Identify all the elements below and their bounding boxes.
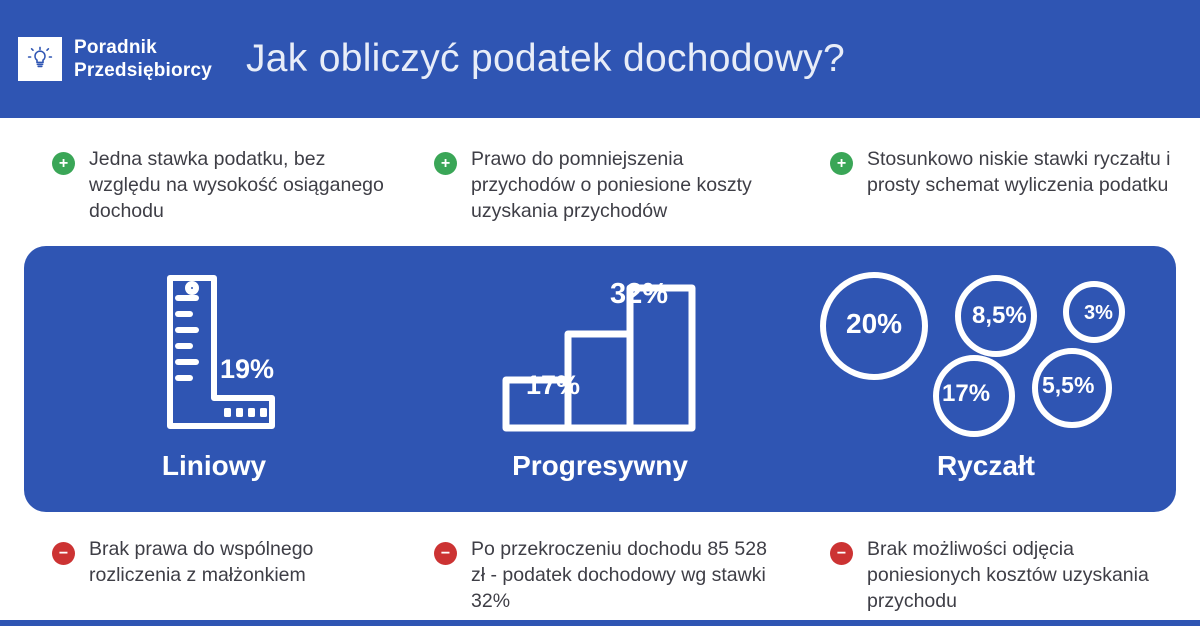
column-title-progresywny: Progresywny <box>512 450 688 481</box>
advantages-row <box>0 118 1200 244</box>
page-title: Jak obliczyć podatek dochodowy? <box>245 37 845 80</box>
brand-logo[interactable] <box>18 36 212 82</box>
column-title-ryczalt: Ryczałt <box>936 450 1036 481</box>
plus-icon: + <box>52 152 75 175</box>
rate-label-progresywny-high: 32% <box>610 278 669 310</box>
plus-icon: + <box>830 152 853 175</box>
disadvantage-text: Brak prawa do wspólnego rozliczenia z małżonkiem <box>89 538 314 586</box>
disadvantage-text: Brak możliwości odjęcia poniesionych kosztów uzyskania przychodu <box>867 538 1149 612</box>
advantage-text: Jedna stawka podatku, bez względu na wysokość osiąganego dochodu <box>89 148 384 222</box>
rate-label-ryczalt-20: 20% <box>846 308 903 339</box>
minus-icon: − <box>434 542 457 565</box>
rate-label-ryczalt-3: 3% <box>1084 302 1113 324</box>
page-header <box>0 0 1200 118</box>
lightbulb-icon <box>18 37 62 81</box>
disadvantage-item <box>434 536 781 614</box>
rate-label-ryczalt-85: 8,5% <box>972 302 1027 329</box>
brand-name-line1: Poradnik <box>74 37 157 58</box>
disadvantage-text: Po przekroczeniu dochodu 85 528 zł - podatek dochodowy wg stawki 32% <box>471 538 767 612</box>
advantage-text: Prawo do pomniejszenia przychodów o poniesione koszty uzyskania przychodów <box>471 148 752 222</box>
advantage-item <box>52 146 399 224</box>
circles-icon <box>804 268 1164 440</box>
tax-forms-panel <box>24 246 1176 512</box>
rate-label-liniowy: 19% <box>220 354 275 384</box>
column-title-liniowy: Liniowy <box>161 450 267 481</box>
footer-accent-bar <box>0 620 1200 626</box>
rate-label-progresywny-low: 17% <box>526 370 581 400</box>
rate-label-ryczalt-55: 5,5% <box>1042 372 1095 398</box>
brand-name <box>74 36 212 82</box>
advantage-item <box>434 146 781 224</box>
plus-icon: + <box>434 152 457 175</box>
minus-icon: − <box>52 542 75 565</box>
disadvantages-row <box>0 512 1200 626</box>
disadvantage-item <box>52 536 399 588</box>
brand-name-line2: Przedsiębiorcy <box>74 60 212 81</box>
advantage-text: Stosunkowo niskie stawki ryczałtu i prosty schemat wyliczenia podatku <box>867 148 1171 196</box>
disadvantage-item <box>830 536 1177 614</box>
minus-icon: − <box>830 542 853 565</box>
advantage-item <box>830 146 1177 198</box>
rate-label-ryczalt-17: 17% <box>942 380 991 407</box>
